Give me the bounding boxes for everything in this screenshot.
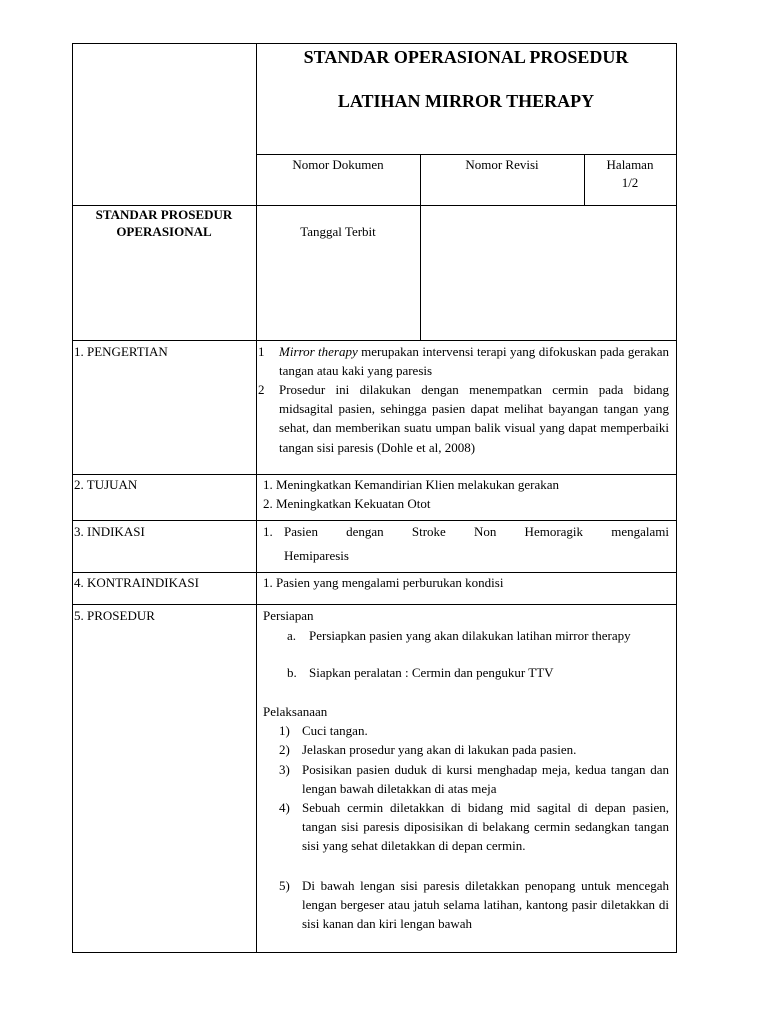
pelaksanaan-item-5-text: Di bawah lengan sisi paresis diletakkan penopang untuk mencegah lengan bergeser atau jatuh selama latihan, kantong pasir diletakkan di sisi kanan dan kiri lengan bawah (302, 878, 669, 932)
pelaksanaan-item-2-text: Jelaskan prosedur yang akan di lakukan pada pasien. (302, 742, 577, 757)
persiapan-item-a-marker: a. (287, 628, 297, 643)
table-border-right (676, 43, 677, 953)
table-line-prosedur (72, 604, 677, 605)
halaman-value: 1/2 (621, 175, 639, 190)
persiapan-heading: Persiapan (263, 608, 314, 623)
persiapan-item-a-text: Persiapkan pasien yang akan dilakukan latihan mirror therapy (309, 628, 631, 643)
pengertian-item-1-text (279, 342, 669, 380)
pelaksanaan-item-3-text: Posisikan pasien duduk di kursi menghadap meja, kedua tangan dan lengan bawah diletakkan di atas meja (302, 762, 669, 797)
table-col-divider (256, 43, 257, 953)
pelaksanaan-item-3-marker: 3) (279, 762, 290, 777)
tanggal-terbit-label: Tanggal Terbit (300, 224, 376, 239)
left-label-line1: STANDAR PROSEDUR (95, 207, 233, 222)
pelaksanaan-item-5-marker: 5) (279, 878, 290, 893)
pelaksanaan-item-1-marker: 1) (279, 723, 290, 738)
section-label-tujuan: 2. TUJUAN (74, 477, 138, 492)
tujuan-item-2: 2. Meningkatkan Kekuatan Otot (263, 496, 431, 511)
pengertian-item-1-rest: merupakan intervensi terapi yang difokuskan pada gerakan tangan atau kaki yang paresis (279, 344, 669, 379)
persiapan-item-b-marker: b. (287, 665, 297, 680)
table-col-revisi-divider (420, 154, 421, 340)
document-subtitle: LATIHAN MIRROR THERAPY (337, 91, 595, 111)
kontraindikasi-item-1: 1. Pasien yang mengalami perburukan kondisi (263, 575, 504, 590)
table-border-bottom (72, 952, 677, 953)
indikasi-item-1-cont: Hemiparesis (284, 548, 349, 563)
section-label-indikasi: 3. INDIKASI (74, 524, 145, 539)
table-line-indikasi (72, 520, 677, 521)
pengertian-item-2-text: Prosedur ini dilakukan dengan menempatkan cermin pada bidang midsagital pasien, sehingga pasien dapat melihat bayangan tangan yang sehat, dan memberikan suatu umpan balik visual yang dapat memperbaiki tangan sisi paresis (Dohle et al, 2008) (279, 382, 669, 455)
left-label-line2: OPERASIONAL (116, 224, 212, 239)
section-label-kontraindikasi: 4. KONTRAINDIKASI (74, 575, 199, 590)
persiapan-item-b-text: Siapkan peralatan : Cermin dan pengukur TTV (309, 665, 554, 680)
section-label-pengertian: 1. PENGERTIAN (74, 344, 168, 359)
pelaksanaan-item-2-marker: 2) (279, 742, 290, 757)
nomor-revisi-label: Nomor Revisi (465, 157, 539, 172)
table-line-pengertian (72, 340, 677, 341)
pelaksanaan-item-4-marker: 4) (279, 800, 290, 815)
pelaksanaan-item-1-text: Cuci tangan. (302, 723, 368, 738)
mirror-therapy-term: Mirror therapy (279, 344, 358, 359)
section-label-prosedur: 5. PROSEDUR (74, 608, 155, 623)
indikasi-item-1-text: Pasien dengan Stroke Non Hemoragik mengalami (284, 524, 669, 539)
nomor-dokumen-label: Nomor Dokumen (292, 157, 384, 172)
pengertian-item-2-number: 2 (258, 382, 265, 397)
pengertian-item-1-number: 1 (258, 344, 265, 359)
document-title: STANDAR OPERASIONAL PROSEDUR (303, 47, 629, 67)
indikasi-item-1-number: 1. (263, 524, 273, 539)
table-border-left (72, 43, 73, 953)
pelaksanaan-heading: Pelaksanaan (263, 704, 328, 719)
tujuan-item-1: 1. Meningkatkan Kemandirian Klien melakukan gerakan (263, 477, 560, 492)
halaman-label: Halaman (606, 157, 654, 172)
pelaksanaan-item-4-text: Sebuah cermin diletakkan di bidang mid sagital di depan pasien, tangan sisi paresis diposisikan di belakang cermin sedangkan tangan sisi yang sehat diletakkan di depan cermin. (302, 800, 669, 854)
table-border-top (72, 43, 677, 44)
